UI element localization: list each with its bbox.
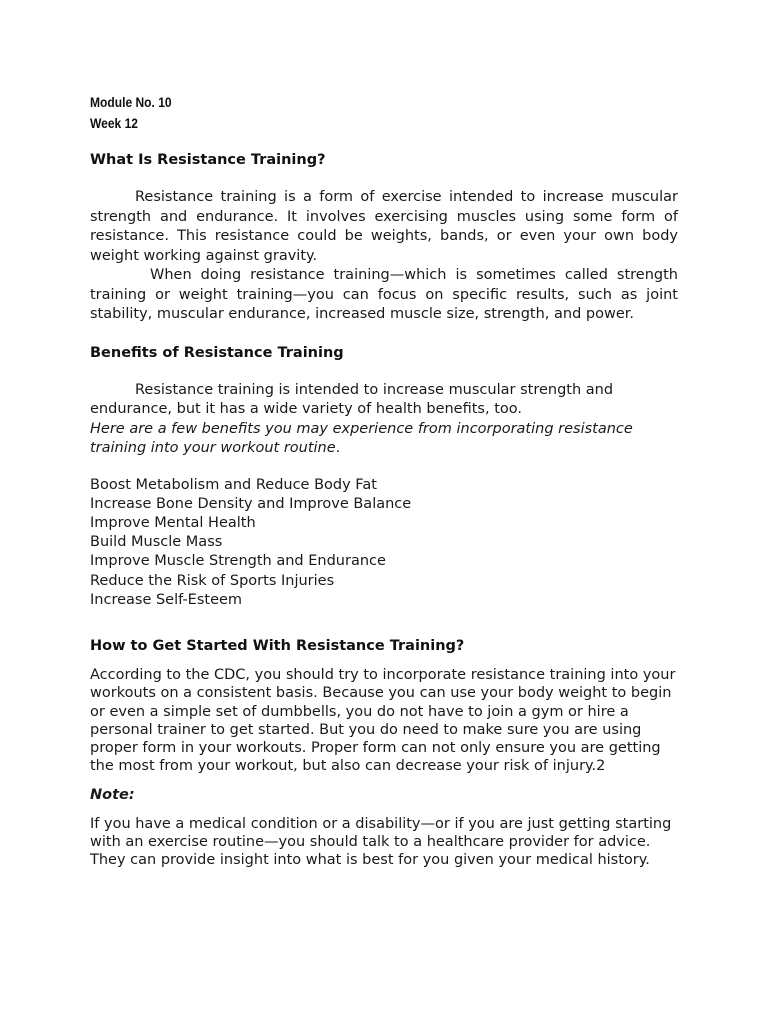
document-page	[90, 92, 678, 870]
benefits-lead-period: .	[335, 440, 341, 456]
paragraph-focus: When doing resistance training—which is sometimes called strength training or weight training—you can focus on specific results, such as joint stability, muscular endurance, increased muscle size, strength, and power.	[90, 267, 678, 322]
paragraph-note: If you have a medical condition or a disability—or if you are just getting starting with an exercise routine—you should talk to a healthcare provider for advice. They can provide insight into what is best for you given your medical history.	[90, 815, 672, 869]
paragraph-benefits-lead	[90, 420, 678, 459]
list-item: Boost Metabolism and Reduce Body Fat	[90, 476, 377, 493]
list-item: Improve Muscle Strength and Endurance	[90, 553, 386, 570]
section-heading-what-is: What Is Resistance Training?	[90, 152, 326, 168]
benefits-list	[90, 476, 678, 610]
list-item: Reduce the Risk of Sports Injuries	[90, 572, 335, 589]
benefits-lead-italic: Here are a few benefits you may experience from incorporating resistance training into your workout routine	[90, 420, 633, 456]
list-item: Increase Self-Esteem	[90, 591, 243, 608]
paragraph-get-started: According to the CDC, you should try to incorporate resistance training into your workouts on a consistent basis. Because you can use your body weight to begin or even a simple set of dumbbells, you do not have to join a gym or hire a personal trainer to get started. But you do need to make sure you are using proper form in your workouts. Proper form can not only ensure you are getting the most from your workout, but also can decrease your risk of injury.2	[90, 666, 676, 775]
list-item: Increase Bone Density and Improve Balance	[90, 495, 412, 512]
list-item: Build Muscle Mass	[90, 534, 223, 551]
list-item: Improve Mental Health	[90, 514, 256, 531]
paragraph-benefits-intro: Resistance training is intended to increase muscular strength and endurance, but it has a wide variety of health benefits, too.	[90, 381, 614, 417]
week-number: Week 12	[90, 115, 138, 131]
note-label: Note:	[90, 786, 135, 803]
section-heading-benefits: Benefits of Resistance Training	[90, 344, 344, 361]
paragraph-definition: Resistance training is a form of exercise intended to increase muscular strength and endurance. It involves exercising muscles using some form of resistance. This resistance could be weights, bands, or even your own body weight working against gravity.	[90, 189, 678, 264]
section-heading-get-started: How to Get Started With Resistance Training?	[90, 637, 465, 654]
module-number: Module No. 10	[90, 94, 172, 110]
